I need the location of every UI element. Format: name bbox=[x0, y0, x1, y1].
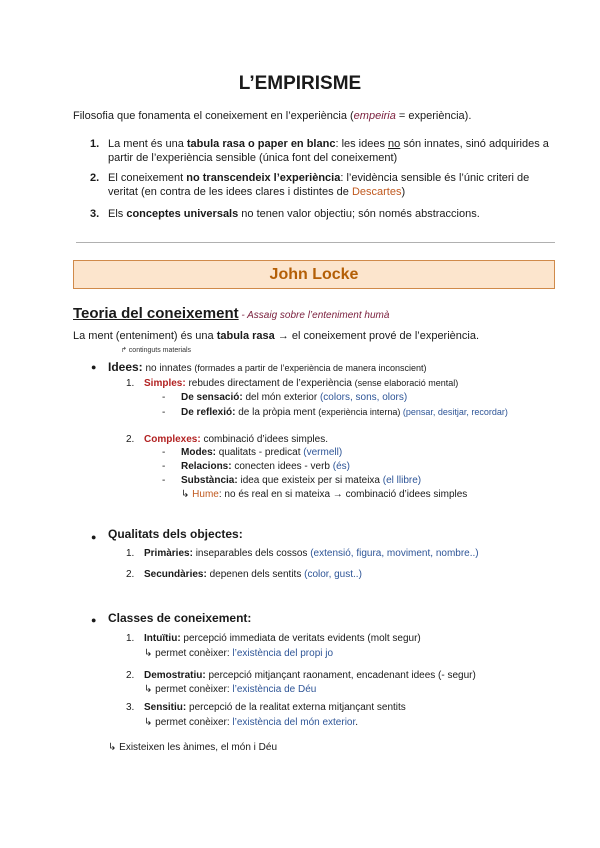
substance-line bbox=[181, 474, 421, 487]
text: són innates, sinó adquirides a bbox=[400, 138, 549, 150]
label-bold: Relacions: bbox=[181, 461, 232, 472]
text: La ment és una bbox=[108, 138, 187, 150]
text: La ment (enteniment) és una bbox=[73, 330, 217, 342]
modes-line bbox=[181, 446, 342, 459]
text: ↳ permet conèixer: bbox=[144, 717, 233, 728]
mind-sentence bbox=[73, 329, 479, 343]
text: inseparables dels cossos bbox=[192, 548, 311, 559]
text-underlined: no bbox=[388, 138, 401, 150]
text: ↳ permet conèixer: bbox=[144, 648, 233, 659]
text: : l’evidència sensible és l’únic criteri de bbox=[340, 172, 530, 184]
list-number: 3. bbox=[126, 702, 135, 713]
small-note: ↱ continguts materials bbox=[121, 347, 192, 354]
author-box: John Locke bbox=[73, 260, 555, 289]
text-bold: no transcendeix l’experiència bbox=[186, 172, 341, 184]
example-text: l’existència del propi jo bbox=[232, 648, 334, 659]
secondary-line bbox=[144, 568, 362, 581]
example-text: (color, gust..) bbox=[304, 569, 362, 580]
hume-line bbox=[181, 488, 467, 501]
dash: - bbox=[162, 392, 166, 403]
text: veritat (en contra de les idees clares i distintes de bbox=[108, 186, 352, 198]
example-text: (pensar, desitjar, recordar) bbox=[400, 407, 508, 417]
principle-number: 1. bbox=[90, 138, 100, 150]
text: : les idees bbox=[335, 138, 389, 150]
example-text: (vermell) bbox=[303, 447, 343, 458]
label-bold: Secundàries: bbox=[144, 569, 207, 580]
text: . bbox=[355, 717, 359, 728]
sensitive-line bbox=[144, 701, 406, 714]
principle-3-line-1 bbox=[108, 207, 480, 221]
bullet-dot: ● bbox=[91, 362, 97, 372]
list-number: 1. bbox=[126, 548, 135, 559]
label-bold: Intuïtiu: bbox=[144, 633, 181, 644]
page-title: L’EMPIRISME bbox=[238, 73, 362, 94]
text: no innates bbox=[142, 363, 195, 374]
text-small: (experiència interna) bbox=[318, 407, 401, 417]
label-bold: Sensitiu: bbox=[144, 702, 187, 713]
primary-line bbox=[144, 547, 479, 560]
text: no tenen valor objectiu; són només abstraccions. bbox=[238, 208, 480, 220]
section-heading: Teoria del coneixement bbox=[73, 305, 239, 322]
dash: - bbox=[162, 447, 166, 458]
simples-label: Simples: bbox=[144, 378, 186, 389]
text: del món exterior bbox=[242, 392, 320, 403]
label-bold: Modes: bbox=[181, 447, 216, 458]
list-number: 1. bbox=[126, 378, 135, 389]
bullet-dot: ● bbox=[91, 532, 97, 542]
hume-name: Hume bbox=[192, 489, 219, 500]
example-text: l’existència del món exterior bbox=[232, 717, 356, 728]
intro-part: Filosofia que fonamenta el coneixement en l’experiència ( bbox=[73, 110, 354, 122]
dash: - bbox=[162, 475, 166, 486]
simples-line bbox=[144, 377, 458, 390]
label-bold: Demostratiu: bbox=[144, 670, 206, 681]
text: rebudes directament de l’experiència bbox=[185, 378, 355, 389]
complexes-label: Complexes: bbox=[144, 434, 201, 445]
principle-2-line-1 bbox=[108, 171, 529, 185]
demonstrative-sub bbox=[144, 683, 316, 696]
text: Els bbox=[108, 208, 127, 220]
list-number: 2. bbox=[126, 670, 135, 681]
intro-part: = experiència). bbox=[395, 110, 472, 122]
text: percepció immediata de veritats evidents (molt segur) bbox=[180, 633, 421, 644]
label-bold: Primàries: bbox=[144, 548, 193, 559]
section-subtitle: - Assaig sobre l’enteniment humà bbox=[238, 310, 390, 321]
intro-text bbox=[73, 109, 471, 123]
descartes-name: Descartes bbox=[351, 186, 402, 198]
sensitive-sub bbox=[144, 716, 358, 729]
text-bold: tabula rasa bbox=[216, 330, 275, 342]
bullet-dot: ● bbox=[91, 615, 97, 625]
text-small: (sense elaboració mental) bbox=[354, 378, 459, 388]
text: : no és real en si mateixa → combinació d’idees simples bbox=[218, 489, 468, 500]
text-bold: tabula rasa o paper en blanc bbox=[186, 138, 336, 150]
principle-1-line-1 bbox=[108, 137, 549, 151]
principle-number: 2. bbox=[90, 172, 100, 184]
text: El coneixement bbox=[108, 172, 187, 184]
text: combinació d’idees simples. bbox=[200, 434, 328, 445]
intro-term: empeiria bbox=[353, 110, 396, 122]
theory-heading bbox=[73, 305, 389, 323]
divider bbox=[76, 242, 555, 243]
text: → el coneixement prové de l’experiència. bbox=[274, 330, 480, 342]
list-number: 2. bbox=[126, 434, 135, 445]
knowledge-heading: Classes de coneixement: bbox=[108, 611, 252, 625]
example-text: l’existència de Déu bbox=[232, 684, 317, 695]
example-text: (extensió, figura, moviment, nombre..) bbox=[310, 548, 479, 559]
complexes-line bbox=[144, 433, 328, 446]
text: percepció de la realitat externa mitjançant sentits bbox=[186, 702, 406, 713]
sensation-line bbox=[181, 391, 407, 404]
intuitive-sub bbox=[144, 647, 333, 660]
list-number: 2. bbox=[126, 569, 135, 580]
arrow: ↳ bbox=[181, 489, 193, 500]
example-text: (el llibre) bbox=[382, 475, 422, 486]
intuitive-line bbox=[144, 632, 421, 645]
dash: - bbox=[162, 461, 166, 472]
reflection-line bbox=[181, 406, 508, 419]
text: conecten idees - verb bbox=[231, 461, 333, 472]
demonstrative-line bbox=[144, 669, 476, 682]
dash: - bbox=[162, 407, 166, 418]
principle-number: 3. bbox=[90, 208, 100, 220]
label-bold: De sensació: bbox=[181, 392, 243, 403]
text-small: (formades a partir de l’experiència de manera inconscient) bbox=[194, 363, 427, 373]
conclusion: ↳ Existeixen les ànimes, el món i Déu bbox=[108, 742, 278, 753]
text-bold: conceptes universals bbox=[126, 208, 239, 220]
text: qualitats - predicat bbox=[216, 447, 304, 458]
relations-line bbox=[181, 460, 350, 473]
ideas-label: Idees: bbox=[108, 360, 143, 374]
example-text: (colors, sons, olors) bbox=[319, 392, 408, 403]
ideas-line bbox=[108, 358, 427, 376]
qualities-heading: Qualitats dels objectes: bbox=[108, 527, 243, 541]
text: percepció mitjançant raonament, encadenant idees (- segur) bbox=[205, 670, 476, 681]
text: de la pròpia ment bbox=[235, 407, 319, 418]
text: idea que existeix per si mateixa bbox=[237, 475, 383, 486]
label-bold: De reflexió: bbox=[181, 407, 236, 418]
text: ) bbox=[401, 186, 406, 198]
text: depenen dels sentits bbox=[206, 569, 305, 580]
principle-2-line-2 bbox=[108, 185, 405, 199]
list-number: 1. bbox=[126, 633, 135, 644]
principle-1-line-2: partir de l’experiència sensible (única font del coneixement) bbox=[108, 152, 398, 164]
label-bold: Substància: bbox=[181, 475, 238, 486]
example-text: (és) bbox=[332, 461, 350, 472]
text: ↳ permet conèixer: bbox=[144, 684, 233, 695]
